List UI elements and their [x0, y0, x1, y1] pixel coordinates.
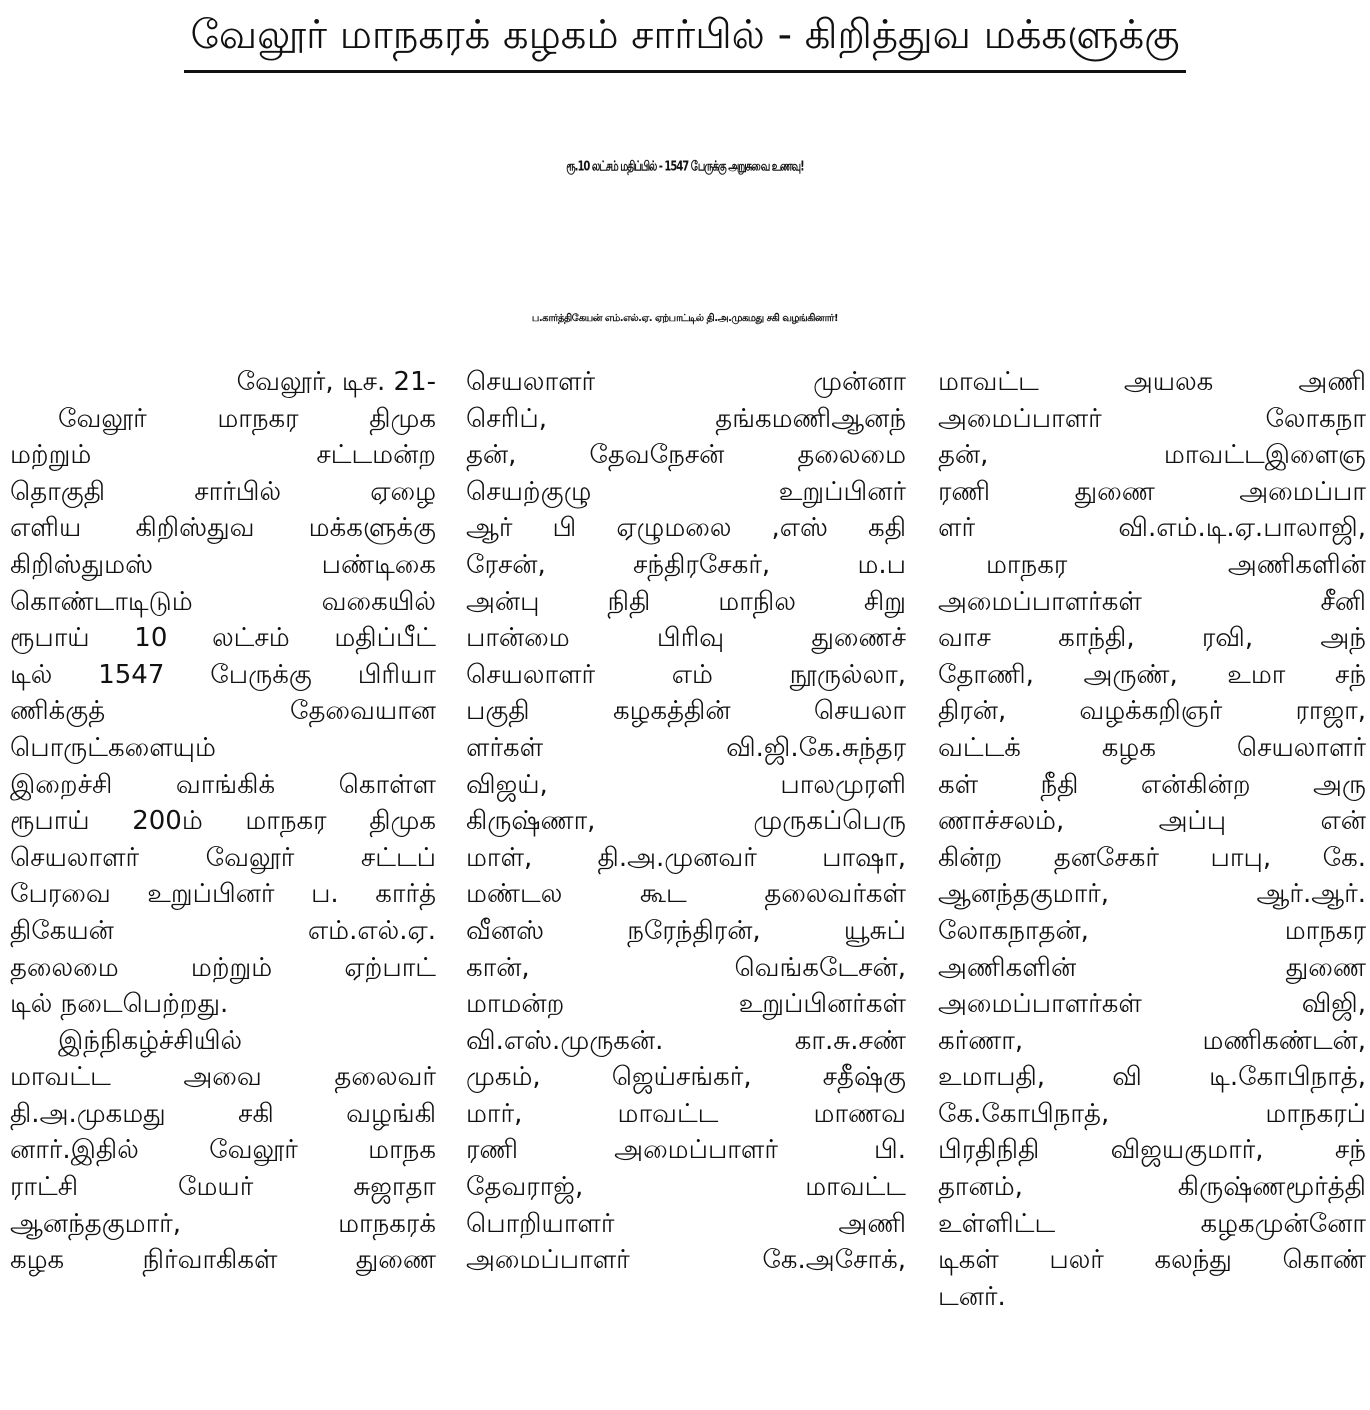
- article-column-1: [10, 364, 436, 1404]
- article-line: டனர்.: [938, 1281, 1006, 1312]
- article-line: திரன், வழக்கறிஞர் ராஜா,: [938, 696, 1366, 727]
- article-line: அணிகளின் துணை: [938, 952, 1366, 983]
- article-line: இறைச்சி வாங்கிக் கொள்ள: [10, 769, 436, 800]
- article-line: ணாச்சலம், அப்பு என்: [938, 806, 1366, 837]
- article-line: கள் நீதி என்கின்ற அரு: [938, 769, 1366, 800]
- article-line: தொகுதி சார்பில் ஏழை: [10, 476, 436, 507]
- article-line: ளர் வி.எம்.டி.ஏ.பாலாஜி,: [938, 513, 1366, 544]
- article-line: முகம், ஜெய்சங்கர், சதீஷ்கு: [466, 1062, 906, 1093]
- article-line: வட்டக் கழக செயலாளர்: [938, 732, 1366, 763]
- kicker-headline: [0, 6, 1370, 73]
- article-line: மாவட்ட அவை தலைவர்: [10, 1062, 436, 1093]
- article-line: மண்டல கூட தலைவர்கள்: [466, 879, 906, 910]
- article-line: மாநகர அணிகளின்: [986, 549, 1366, 580]
- article-line: டில் 1547 பேருக்கு பிரியா: [10, 659, 436, 690]
- article-line: வி.எஸ்.முருகன். கா.சு.சண்: [466, 1025, 906, 1056]
- article-line: கொண்டாடிடும் வகையில்: [10, 586, 436, 617]
- article-line: செரிப், தங்கமணிஆனந்: [466, 403, 906, 434]
- article-line: வேலூர் மாநகர திமுக: [58, 403, 436, 434]
- article-line: ஆனந்தகுமார், ஆர்.ஆர்.: [938, 879, 1366, 910]
- article-line: கர்ணா, மணிகண்டன்,: [938, 1025, 1366, 1056]
- article-line: உள்ளிட்ட கழகமுன்னோ: [938, 1208, 1366, 1239]
- article-line: ரணி துணை அமைப்பா: [938, 476, 1366, 507]
- article-line: ணிக்குத் தேவையான: [10, 696, 436, 727]
- article-line: ஆர் பி ஏழுமலை ,எஸ் கதி: [466, 513, 906, 544]
- article-line: ரூபாய் 200ம் மாநகர திமுக: [10, 806, 436, 837]
- article-line: கே.கோபிநாத், மாநகரப்: [938, 1098, 1366, 1129]
- article-line: அமைப்பாளர் லோகநா: [938, 403, 1366, 434]
- article-line: மார், மாவட்ட மாணவ: [466, 1098, 906, 1129]
- article-line: செயற்குழு உறுப்பினர்: [466, 476, 906, 507]
- article-line: தி.அ.முகமது சகி வழங்கி: [10, 1098, 436, 1129]
- article-line: அமைப்பாளர்கள் விஜி,: [938, 989, 1366, 1020]
- article-line: கின்ற தனசேகர் பாபு, கே.: [938, 842, 1366, 873]
- article-line: அமைப்பாளர் கே.அசோக்,: [466, 1245, 906, 1276]
- kicker-text: வேலூர் மாநகரக் கழகம் சார்பில் - கிறித்துவ மக்களுக்கு: [184, 6, 1185, 73]
- article-line: மற்றும் சட்டமன்ற: [10, 440, 436, 471]
- article-line: செயலாளர் எம் நூருல்லா,: [466, 659, 906, 690]
- article-line: ளர்கள் வி.ஜி.கே.சுந்தர: [466, 732, 906, 763]
- article-line: உமாபதி, வி டி.கோபிநாத்,: [938, 1062, 1366, 1093]
- article-line: வீனஸ் நரேந்திரன், யூசுப்: [466, 915, 906, 946]
- article-line: மாமன்ற உறுப்பினர்கள்: [466, 989, 906, 1020]
- article-column-3: [938, 364, 1366, 1404]
- article-line: செயலாளர் முன்னா: [466, 367, 906, 397]
- article-column-2: [466, 364, 906, 1404]
- article-line: வேலூர், டிச. 21-: [236, 367, 436, 397]
- article-line: அன்பு நிதி மாநில சிறு: [466, 586, 906, 617]
- article-line: எளிய கிறிஸ்துவ மக்களுக்கு: [10, 513, 436, 544]
- article-line: ராட்சி மேயர் சுஜாதா: [10, 1172, 436, 1203]
- article-line: கிருஷ்ணா, முருகப்பெரு: [466, 806, 906, 837]
- article-line: ரூபாய் 10 லட்சம் மதிப்பீட்: [10, 623, 436, 654]
- article-line: பேரவை உறுப்பினர் ப. கார்த்: [10, 879, 436, 910]
- sub-headline: ப.கார்த்திகேயன் எம்.எல்.ஏ. ஏற்பாட்டில் தி.அ.முகமது சகி வழங்கினார்!: [531, 313, 839, 324]
- article-line: பொருட்களையும்: [10, 732, 216, 763]
- article-line: தன், மாவட்டஇளைஞ: [938, 440, 1366, 471]
- article-line: பிரதிநிதி விஜயகுமார், சந்: [938, 1135, 1366, 1166]
- article-line: விஜய், பாலமுரளி: [466, 769, 906, 800]
- article-line: செயலாளர் வேலூர் சட்டப்: [10, 842, 436, 873]
- article-line: டில் நடைபெற்றது.: [10, 989, 229, 1020]
- main-headline: ரூ.10 லட்சம் மதிப்பில் - 1547 பேருக்கு அறுசுவை உணவு!: [566, 159, 804, 175]
- article-line: மாள், தி.அ.முனவர் பாஷா,: [466, 842, 906, 873]
- article-line: தன், தேவநேசன் தலைமை: [466, 440, 906, 471]
- article-line: தலைமை மற்றும் ஏற்பாட்: [10, 952, 436, 983]
- article-line: கழக நிர்வாகிகள் துணை: [10, 1245, 436, 1276]
- article-line: ரணி அமைப்பாளர் பி.: [466, 1135, 906, 1166]
- article-line: வாச காந்தி, ரவி, அந்: [938, 623, 1366, 654]
- article-line: தேவராஜ், மாவட்ட: [466, 1172, 906, 1203]
- article-line: பான்மை பிரிவு துணைச்: [466, 623, 906, 654]
- article-line: அமைப்பாளர்கள் சீனி: [938, 586, 1366, 617]
- article-line: கிறிஸ்துமஸ் பண்டிகை: [10, 549, 436, 580]
- article-line: ஆனந்தகுமார், மாநகரக்: [10, 1208, 436, 1239]
- article-line: கான், வெங்கடேசன்,: [466, 952, 906, 983]
- article-line: இந்நிகழ்ச்சியில்: [58, 1025, 243, 1056]
- article-line: தானம், கிருஷ்ணமூர்த்தி: [938, 1172, 1366, 1203]
- article-line: டிகள் பலர் கலந்து கொண்: [938, 1245, 1366, 1276]
- article-line: பகுதி கழகத்தின் செயலா: [466, 696, 906, 727]
- article-line: மாவட்ட அயலக அணி: [938, 367, 1366, 397]
- article-line: பொறியாளர் அணி: [466, 1208, 906, 1239]
- article-line: திகேயன் எம்.எல்.ஏ.: [10, 915, 436, 946]
- article-line: லோகநாதன், மாநகர: [938, 915, 1366, 946]
- article-line: ரேசன், சந்திரசேகர், ம.ப: [466, 549, 906, 580]
- article-line: தோணி, அருண், உமா சந்: [938, 659, 1366, 690]
- article-line: னார்.இதில் வேலூர் மாநக: [10, 1135, 436, 1166]
